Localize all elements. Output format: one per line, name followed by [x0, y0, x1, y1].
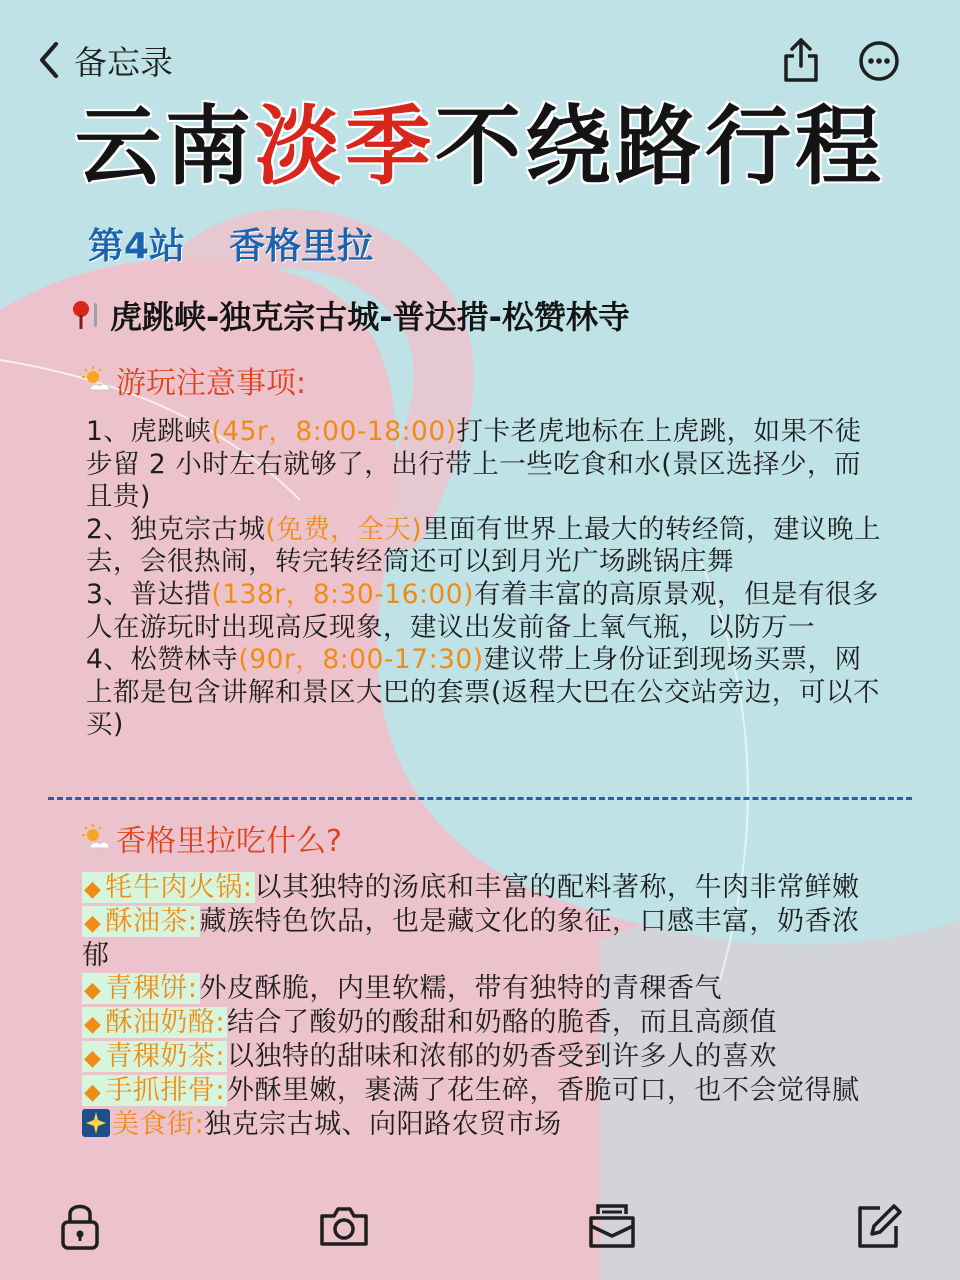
title-part1: 云南: [75, 97, 255, 197]
notes-heading: [80, 358, 306, 402]
food-heading: [80, 816, 342, 860]
diamond-icon: ◆: [84, 1011, 102, 1037]
station-heading: [88, 218, 373, 269]
food-street: 美食街:独克宗古城、向阳路农贸市场: [82, 1109, 882, 1141]
compose-icon: [850, 1198, 906, 1254]
list-item: ◆ 青稞饼:外皮酥脆，内里软糯，带有独特的青稞香气: [84, 972, 723, 1004]
back-label: 备忘录: [74, 42, 173, 82]
diamond-icon: ◆: [84, 977, 102, 1003]
food-list: [82, 872, 882, 1142]
camera-icon: [316, 1198, 372, 1254]
share-icon: [780, 36, 822, 84]
chevron-left-icon: [34, 38, 64, 82]
sun-cloud-icon: [80, 822, 112, 854]
share-button[interactable]: [780, 36, 822, 84]
list-item: ◆ 手抓排骨:外酥里嫩，裹满了花生碎，香脆可口，也不会觉得腻: [84, 1075, 860, 1107]
lock-button[interactable]: [52, 1198, 108, 1254]
sun-cloud-icon: [80, 364, 112, 396]
diamond-icon: ◆: [84, 911, 102, 937]
list-item: ◆ 酥油奶酪:结合了酸奶的酸甜和奶酪的脆香，而且高颜值: [84, 1006, 778, 1038]
station-name: 香格里拉: [229, 226, 374, 267]
title-highlight: 淡季: [255, 97, 435, 197]
list-item: 1、虎跳峡(45r，8:00-18:00)打卡老虎地标在上虎跳，如果不徒步留 2 小时左右就够了，出行带上一些吃食和水(景区选择少，而且贵): [86, 416, 862, 513]
title-part2: 不绕路行程: [435, 97, 885, 197]
list-item: 2、独克宗古城(免费，全天)里面有世界上最大的转经筒，建议晚上去，会很热闹，转完转经筒还可以到月光广场跳锅庄舞: [86, 513, 882, 578]
back-button[interactable]: [34, 38, 173, 82]
folder-button[interactable]: [584, 1198, 640, 1254]
more-button[interactable]: [858, 40, 900, 82]
route-text: 虎跳峡-独克宗古城-普达措-松赞林寺: [110, 298, 630, 336]
list-item: ◆ 酥油茶:藏族特色饮品，也是藏文化的象征，口感丰富，奶香浓郁: [82, 906, 860, 972]
list-item: 3、普达措(138r，8:30-16:00)有着丰富的高原景观，但是有很多人在游玩时出现高反现象，建议出发前备上氧气瓶，以防万一: [86, 578, 879, 643]
list-item: ◆ 牦牛肉火锅:以其独特的汤底和丰富的配料著称，牛肉非常鲜嫩: [84, 872, 860, 903]
diamond-icon: ◆: [84, 877, 102, 902]
list-item: ◆ 青稞奶茶:以独特的甜味和浓郁的奶香受到许多人的喜欢: [84, 1041, 778, 1073]
list-item: 4、松赞林寺(90r，8:00-17:30)建议带上身份证到现场买票，网上都是包含讲解和景区大巴的套票(返程大巴在公交站旁边，可以不买): [86, 644, 880, 741]
pin-icon: [68, 297, 104, 333]
diamond-icon: ◆: [84, 1046, 102, 1072]
folder-icon: [584, 1198, 640, 1254]
lock-icon: [52, 1198, 108, 1254]
notes-list: [86, 416, 886, 742]
more-icon: [858, 40, 900, 82]
notes-heading-text: 游玩注意事项:: [116, 366, 307, 401]
dashed-divider: [48, 797, 912, 800]
food-heading-text: 香格里拉吃什么?: [116, 824, 342, 859]
sparkle-icon: [82, 1109, 110, 1137]
compose-button[interactable]: [850, 1198, 906, 1254]
diamond-icon: ◆: [84, 1080, 102, 1106]
station-number: 第4站: [88, 226, 186, 267]
route-line: [68, 292, 630, 338]
page-title: [0, 92, 960, 202]
camera-button[interactable]: [316, 1198, 372, 1254]
